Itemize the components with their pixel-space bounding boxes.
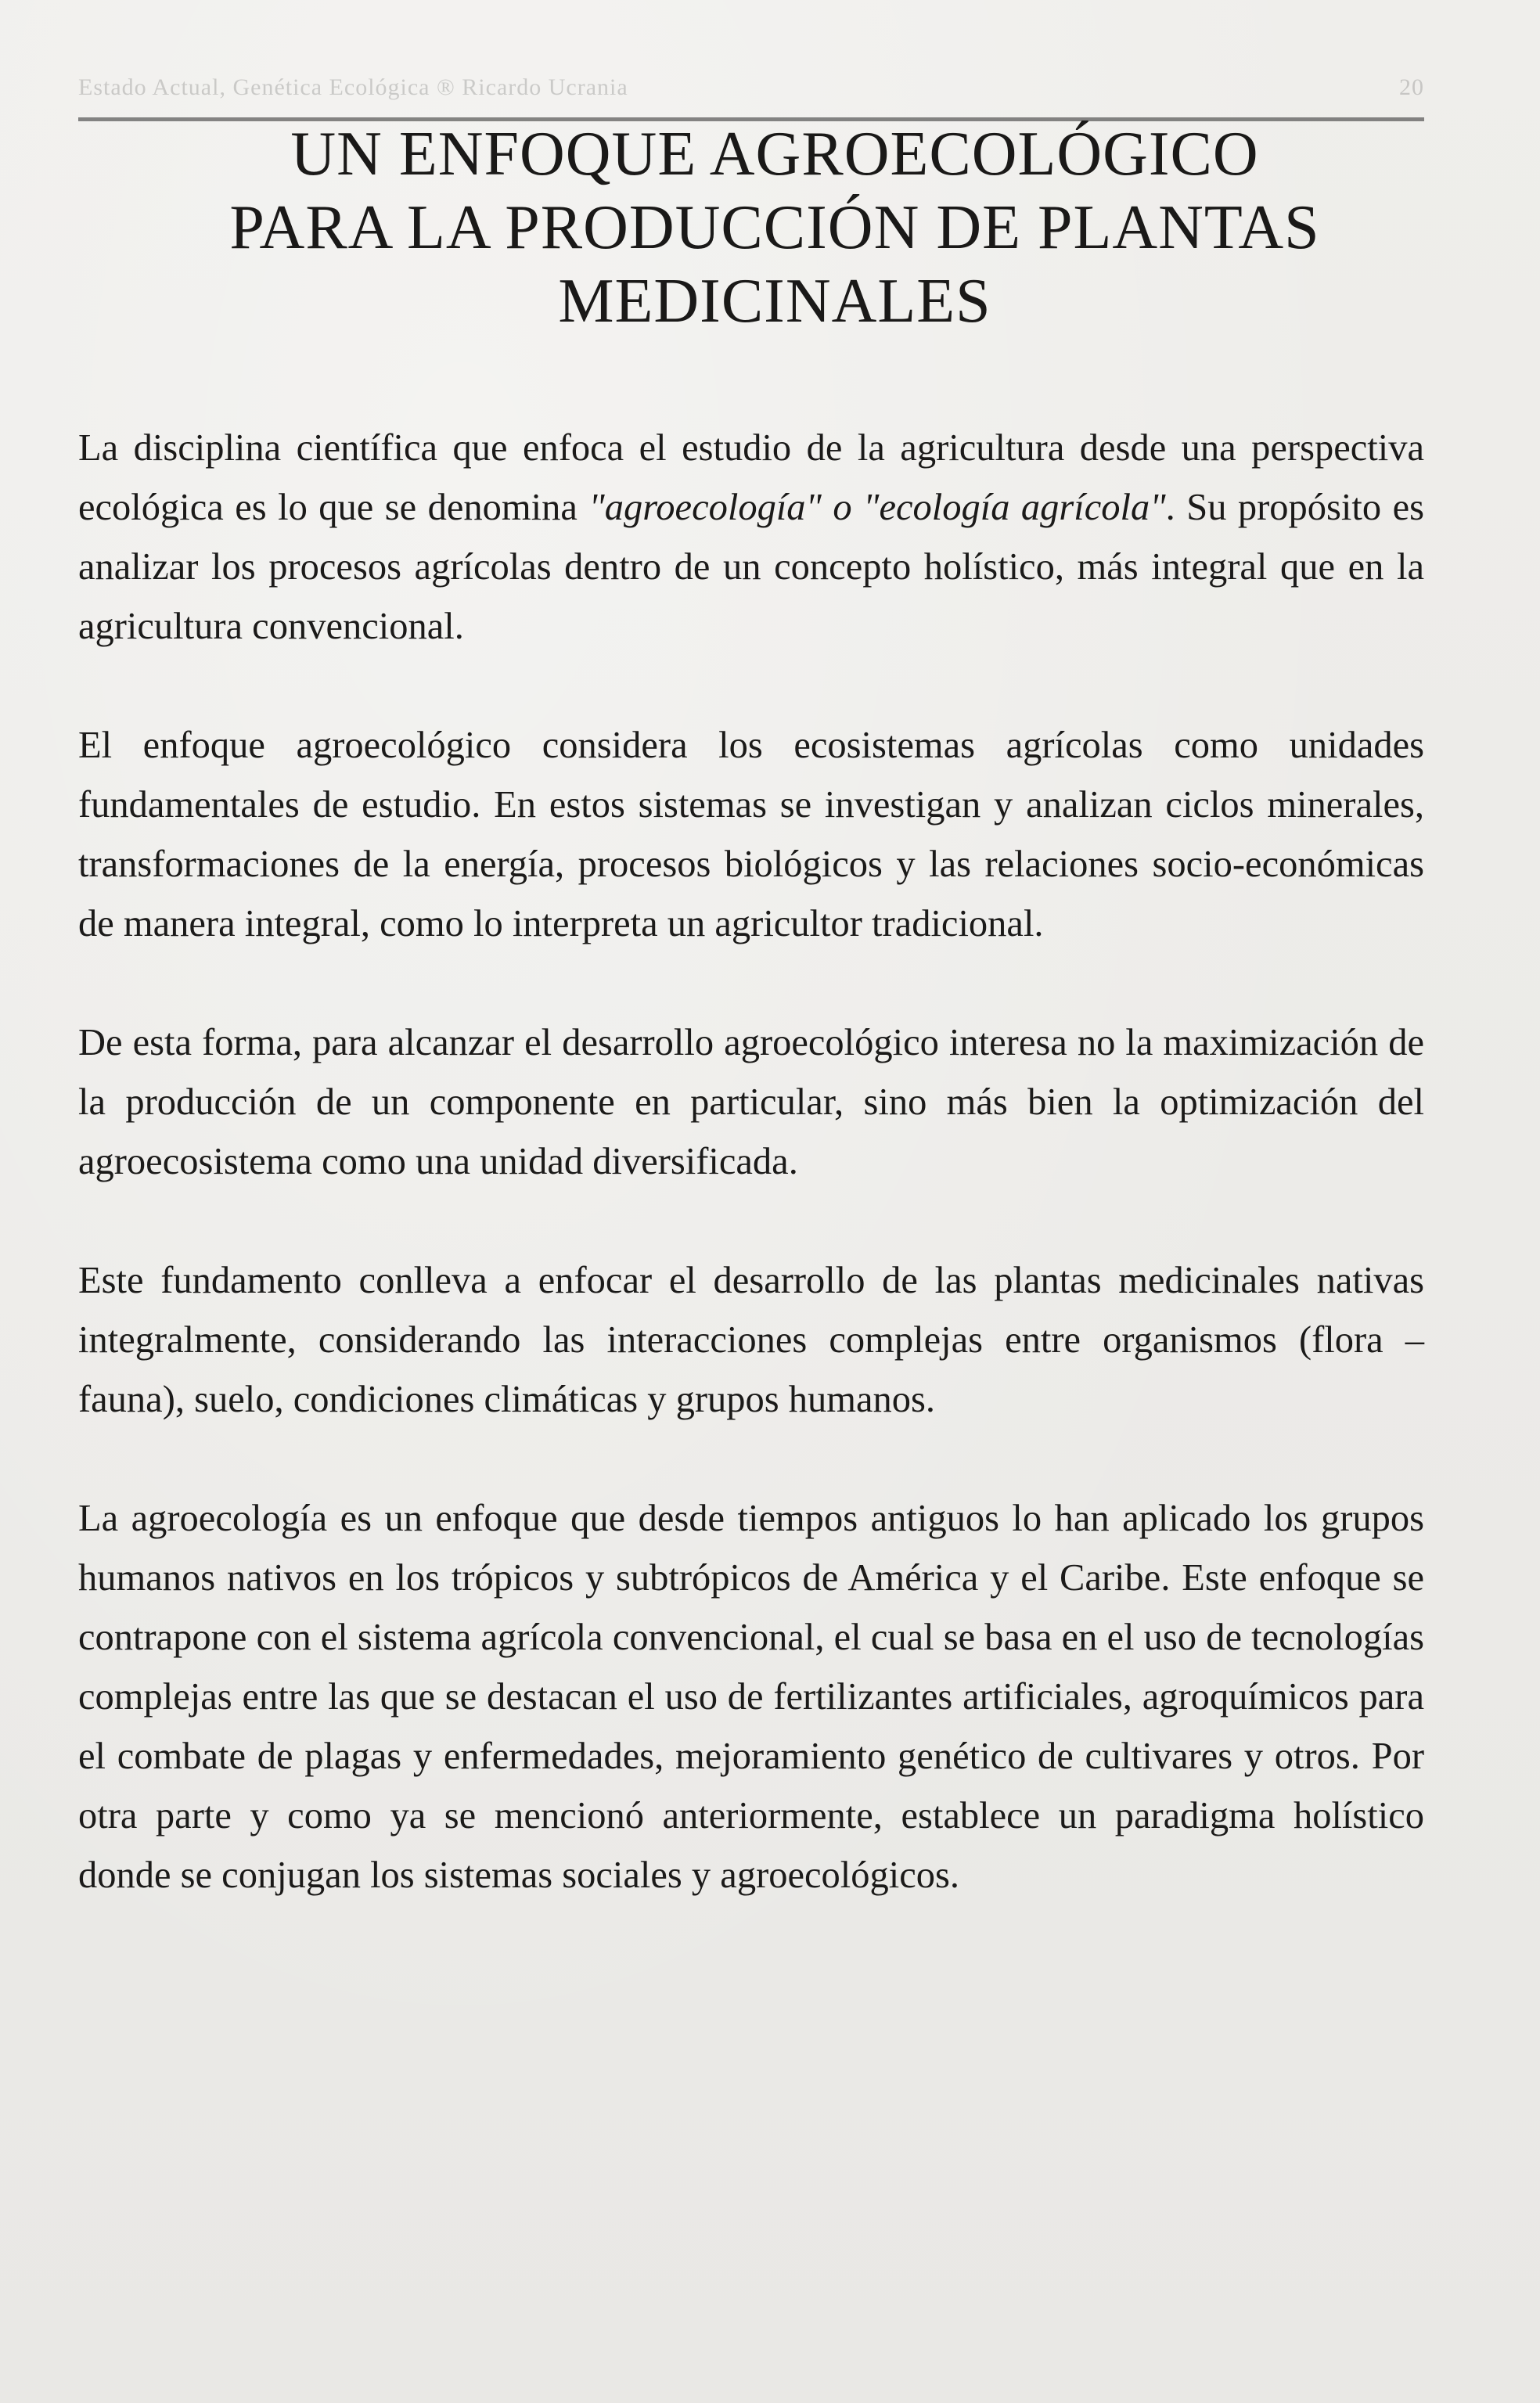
paragraph-4: Este fundamento conlleva a enfocar el desarrollo de las plantas medicinales nativas integralmente, considerando las interacciones complejas entre organismos (flora – fauna), suelo, condiciones climáticas y grupos humanos. <box>78 1260 1424 1420</box>
chapter-title <box>78 117 1471 338</box>
paragraph-1-text-b: . Su propósito es analizar los procesos agrícolas dentro de un concepto holístico, más integral que en la agricultura convencional. <box>78 487 1424 647</box>
paragraph-1 <box>78 419 1424 657</box>
page-number: 20 <box>1399 74 1424 100</box>
paragraph-1-text-a: La disciplina científica que enfoca el estudio de la agricultura desde una perspectiva ecológica es lo que se denomina <box>78 427 1424 528</box>
title-line-3: MEDICINALES <box>558 267 991 336</box>
running-header <box>78 74 1424 106</box>
paragraph-5: La agroecología es un enfoque que desde tiempos antiguos lo han aplicado los grupos humanos nativos en los trópicos y subtrópicos de América y el Caribe. Este enfoque se contrapone con el sistema agrícola convencional, el cual se basa en el uso de tecnologías complejas entre las que se destacan el uso de fertilizantes artificiales, agroquímicos para el combate de plagas y enfermedades, mejoramiento genético de cultivares y otros. Por otra parte y como ya se mencionó anteriormente, establece un paradigma holístico donde se conjugan los sistemas sociales y agroecológicos. <box>78 1498 1424 1896</box>
title-line-1: UN ENFOQUE AGROECOLÓGICO <box>290 120 1259 189</box>
title-line-2: PARA LA PRODUCCIÓN DE PLANTAS <box>229 193 1320 262</box>
body-text <box>78 419 1424 1905</box>
paragraph-3: De esta forma, para alcanzar el desarrollo agroecológico interesa no la maximización de la producción de un componente en particular, sino más bien la optimización del agroecosistema como una unidad diversificada. <box>78 1022 1424 1182</box>
paragraph-1-emphasis: "agroecología" o "ecología agrícola" <box>588 487 1166 528</box>
running-header-text: Estado Actual, Genética Ecológica ® Ricardo Ucrania <box>78 74 628 100</box>
paragraph-2: El enfoque agroecológico considera los ecosistemas agrícolas como unidades fundamentales de estudio. En estos sistemas se investigan y analizan ciclos minerales, transformaciones de la energía, procesos biológicos y las relaciones socio-económicas de manera integral, como lo interpreta un agricultor tradicional. <box>78 725 1424 944</box>
